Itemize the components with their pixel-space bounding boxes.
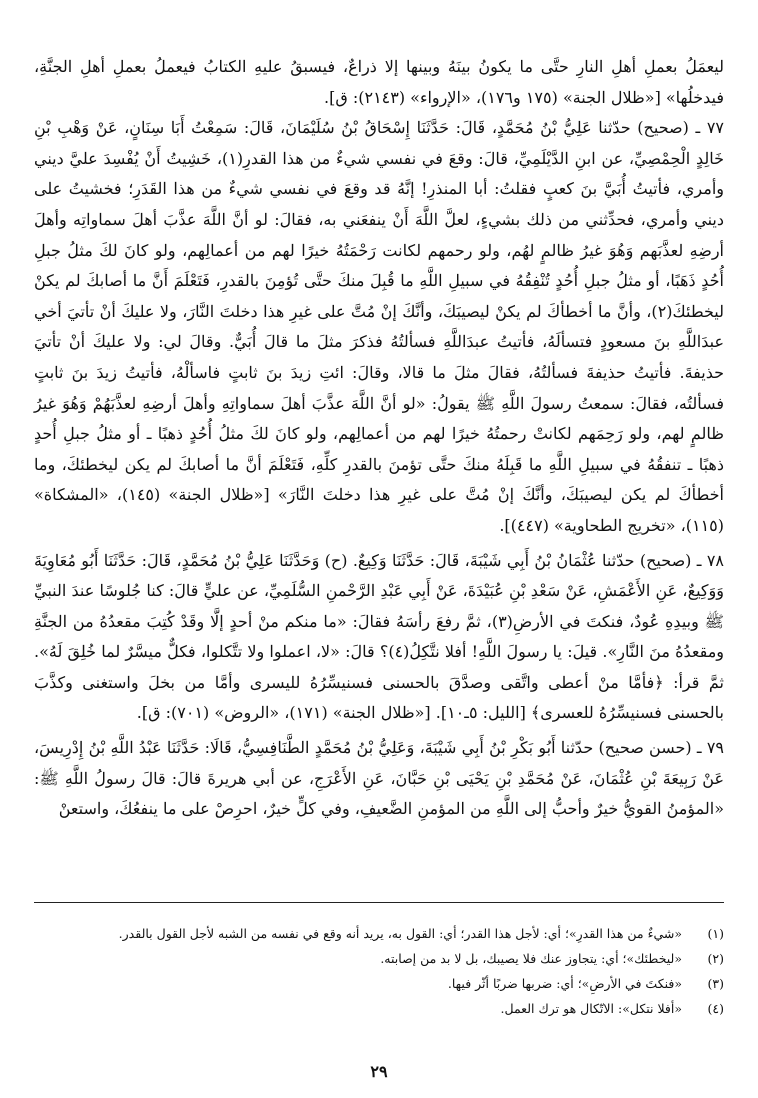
footnote-number: (٣) — [707, 976, 724, 991]
footnote-3 — [34, 971, 724, 996]
footnote-text: «ليخطئك»؛ أي: يتجاوز عنك فلا يصيبك، بل لا بد من إصابته. — [380, 951, 682, 966]
footnote-number: (٢) — [707, 951, 724, 966]
hadith-78: ٧٨ ـ (صحيح) حدّثنا عُثْمَانُ بْنُ أَبِي شَيْبَةَ، قَالَ: حَدَّثَنَا وَكِيعٌ. (ح) وَحَدَّثَنَا عَلِيُّ بْنُ مُحَمَّدٍ، قَالَ: حَدَّثَنَا أَبُو مُعَاوِيَةَ وَوَكِيعٌ، عَنِ الأَعْمَشِ، عَنْ سَعْدِ بْنِ عُبَيْدَةَ، عَنْ أَبِي عَبْدِ الرَّحْمنِ السُّلَمِيِّ، عن عليٍّ قالَ: كنا جُلوسًا عندَ النبيِّ ﷺ وبيدِهِ عُودٌ، فنكتَ في الأرضِ(٣)، ثمَّ رفعَ رأسَهُ فقالَ: «ما منكم منْ أحدٍ إلَّا وقَدْ كُتِبَ مقعدُهُ من الجنَّةِ ومقعدُهُ منَ النَّارِ». قيلَ: يا رسولَ اللَّهِ! أفلا نتَّكِلُ(٤)؟ قالَ: «لا، اعملوا ولا تتَّكلوا، فكلٌّ ميسَّرٌ لما خُلِقَ لَهُ». ثمَّ قرأ: ﴿فأمَّا منْ أعطى واتَّقى وصدَّقَ بالحسنى فسنيسِّرُهُ لليسرى وأمَّا من بخلَ واستغنى وكذَّبَ بالحسنى فسنيسِّرُهُ للعسرى﴾ [الليل: ٥ـ١٠]. [«ظلال الجنة» (١٧١)، «الروض» (٧٠١): ق]. — [34, 550, 725, 723]
footnote-text: «أفلا نتكل»: الاتّكال هو ترك العمل. — [500, 1001, 682, 1016]
footnote-4 — [34, 996, 724, 1021]
main-text — [34, 52, 724, 825]
footnote-2 — [34, 946, 724, 971]
footnote-1 — [34, 921, 724, 946]
hadith-79: ٧٩ ـ (حسن صحيح) حدّثنا أَبُو بَكْرِ بْنُ أَبِي شَيْبَةَ، وَعَلِيُّ بْنُ مُحَمَّدٍ الطَّنَافِسِيُّ، قَالَا: حَدَّثَنَا عَبْدُ اللَّهِ بْنُ إِدْرِيسَ، عَنْ رَبِيعَةَ بْنِ عُثْمَانَ، عَنْ مُحَمَّدِ بْنِ يَحْيَى بْنِ حَبَّانَ، عَنِ الأَعْرَجِ، عن أبي هريرةَ قالَ: قالَ رسولُ اللَّهِ ﷺ: «المؤمنُ القويُّ خيرٌ وأحبُّ إلى اللَّهِ من المؤمنِ الضَّعيفِ، وفي كلٍّ خيرٌ، احرِصْ على ما ينفعُكَ، واستعنْ — [34, 738, 724, 819]
footnotes — [34, 902, 724, 1021]
footnote-text: «فنكتَ في الأرضِ»؛ أي: ضربها ضربًا أثّر فيها. — [447, 976, 682, 991]
footnote-number: (١) — [707, 926, 724, 941]
footnote-number: (٤) — [707, 1001, 724, 1016]
footnote-text: «شيءٌ من هذا القدرِ»؛ أي: لأجل هذا القدر؛ أي: القول به، يريد أنه وقع في نفسه من الشبه لأجل القول بالقدر. — [118, 926, 682, 941]
hadith-77: ٧٧ ـ (صحيح) حدّثنا عَلِيُّ بْنُ مُحَمَّدٍ، قَالَ: حَدَّثَنَا إِسْحَاقُ بْنُ سُلَيْمَانَ، قَالَ: سَمِعْتُ أَبَا سِنَانٍ، عَنْ وَهْبِ بْنِ خَالِدٍ الْحِمْصِيِّ، عن ابنِ الدَّيْلَمِيِّ، قالَ: وقعَ في نفسي شيءٌ من هذا القدرِ(١)، خَشِيتُ أَنْ يُفْسِدَ عليَّ ديني وأمري، فأتيتُ أُبَيَّ بنَ كعبٍ فقلتُ: أبا المنذرِ! إنَّهُ قد وقعَ في نفسي شيءٌ من هذا القَدَرِ؛ فخشيتُ على ديني وأمري، فحدِّثني من ذلك بشيءٍ، لعلَّ اللَّهَ أَنْ ينفعَني به، فقالَ: لو أنَّ اللَّهَ عذَّبَ أهلَ سماواتِه وأهلَ أرضِهِ لعذَّبَهم وَهُوَ غيرُ ظالمٍ لهُم، ولو رحمهم لكانت رَحْمَتُهُ خيرًا لهم من أعمالِهم، ولو كانَ لكَ مثلُ جبلِ أُحُدٍ ذَهَبًا، أو مثلُ جبلِ أُحُدٍ تُنْفِقُهُ في سبيلِ اللَّهِ ما قُبِلَ منكَ حتَّى تُؤمِنَ بالقدرِ، فَتَعْلَمَ أَنَّ ما أصابكَ لم يكنْ ليخطئكَ(٢)، وأنَّ ما أخطأكَ لم يكنْ ليصيبَكَ، وأنَّكَ إنْ مُتَّ على غيرِ هذا دخلتَ النَّارَ، ولا عليكَ أنْ تأتيَ أخي عبدَاللَّهِ بنَ مسعودٍ فتسألَهُ، فأتيتُ عبدَاللَّهِ فسألتُهُ فذكرَ مثلَ ما قالَ أُبَيٌّ. وقالَ لي: ولا عليكَ أنْ تأتيَ حذيفةَ. فأتيتُ حذيفةَ فسألتُهُ، فقالَ مثلَ ما قالا، وقالَ: ائتِ زيدَ بنَ ثابتٍ فاسألْهُ، فأتيتُ زيدَ بنَ ثابتٍ فسألتُه، فقالَ: سمعتُ رسولَ اللَّهِ ﷺ يقولُ: «لو أنَّ اللَّهَ عذَّبَ أهلَ سماواتِهِ وأهلَ أرضِهِ لعذَّبَهُمْ وَهُوَ غيرُ ظالمٍ لهم، ولو رَحِمَهم لكانتْ رحمتُهُ خيرًا لهم من أعمالِهم، ولو كانَ لكَ مثلُ أُحُدٍ ذهبًا ـ أو مثلُ جبلِ أُحدٍ ذهبًا ـ تنفقُهُ في سبيلِ اللَّهِ ما قَبِلَهُ منكَ حتَّى تؤمنَ بالقدرِ كلِّهِ، فَتَعْلَمَ أنَّ ما أصابكَ لم يكن ليخطئكَ، وما أخطأكَ لم يكن ليصيبَكَ، وأنَّكَ إنْ مُتَّ على غيرِ هذا دخلتَ النَّارَ» [«ظلال الجنة» (١٤٥)، «المشكاة» (١١٥)، «تخريج الطحاوية» (٤٤٧)]. — [34, 118, 725, 535]
page-number: ٢٩ — [370, 1062, 388, 1081]
paragraph-continuation: ليعمَلُ بعملِ أهلِ النارِ حتَّى ما يكونُ بينَهُ وبينها إلا ذراعٌ، فيسبقُ عليهِ الكتابُ فيعملُ بعملِ أهلِ الجنَّةِ، فيدخلُها» [«ظلال الجنة» (١٧٥ و١٧٦)، «الإرواء» (٢١٤٣): ق]. — [34, 57, 725, 107]
